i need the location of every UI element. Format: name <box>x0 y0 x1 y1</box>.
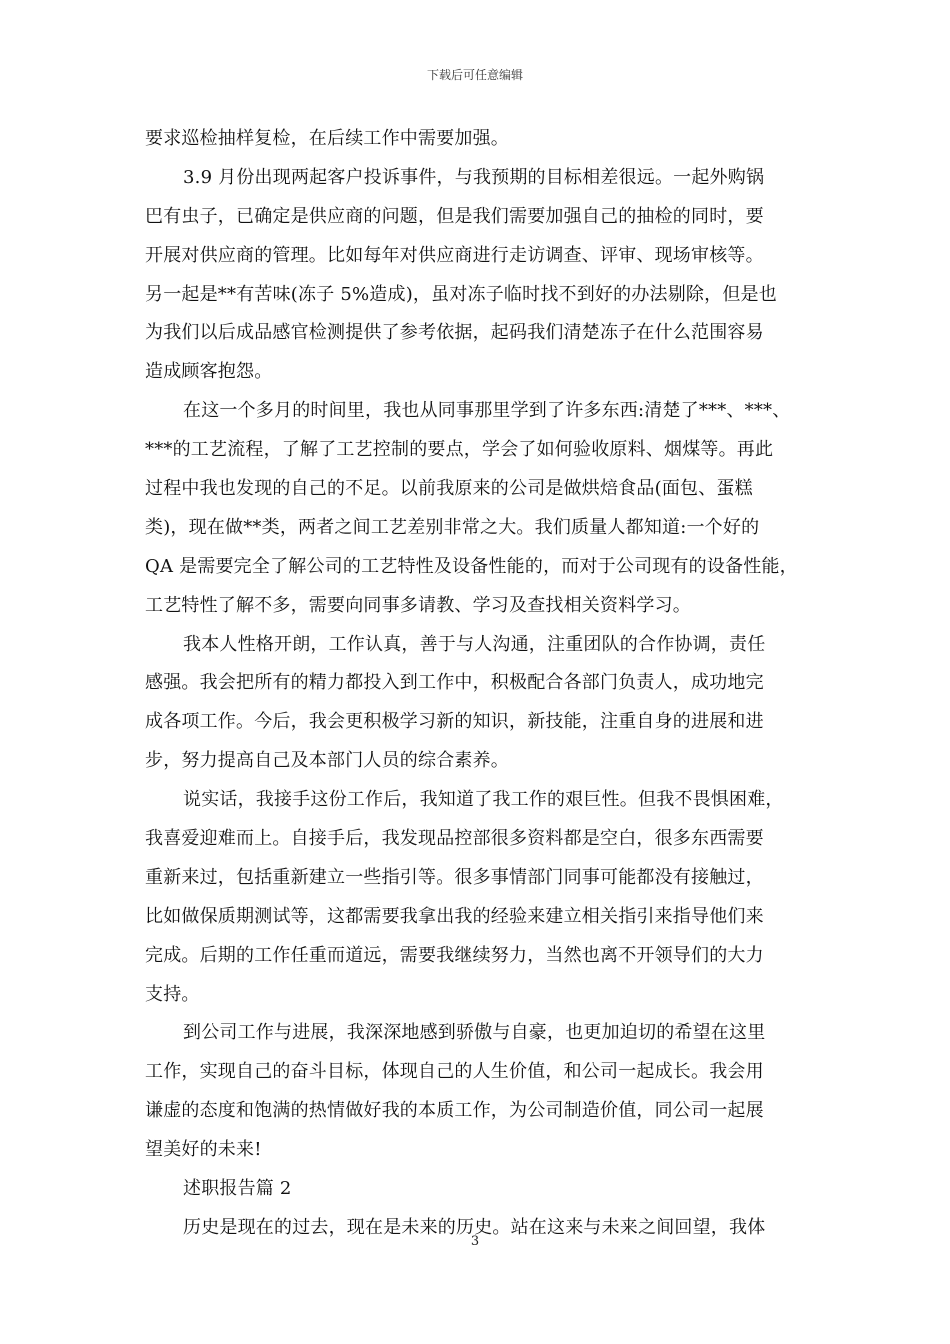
text-line: 完成。后期的工作任重而道远，需要我继续努力，当然也离不开领导们的大力 <box>145 944 764 966</box>
paragraph-start-line: 到公司工作与进展，我深深地感到骄傲与自豪，也更加迫切的希望在这里 <box>183 1022 766 1044</box>
text-line: 要求巡检抽样复检，在后续工作中需要加强。 <box>145 128 509 149</box>
text-line: 谦虚的态度和饱满的热情做好我的本质工作，为公司制造价值，同公司一起展 <box>145 1100 764 1122</box>
paragraph-start-line: 在这一个多月的时间里，我也从同事那里学到了许多东西:清楚了***、***、 <box>183 400 791 422</box>
text-line: ***的工艺流程，了解了工艺控制的要点，学会了如何验收原料、烟煤等。再此 <box>145 439 774 461</box>
text-line: 步，努力提高自己及本部门人员的综合素养。 <box>145 750 509 772</box>
text-line: 过程中我也发现的自己的不足。以前我原来的公司是做烘焙食品(面包、蛋糕 <box>145 478 753 500</box>
text-line: 另一起是**有苦味(冻子 5%造成)，虽对冻子临时找不到好的办法剔除，但是也 <box>145 283 777 305</box>
text-line: 为我们以后成品感官检测提供了参考依据，起码我们清楚冻子在什么范围容易 <box>145 322 764 344</box>
text-line: 成各项工作。今后，我会更积极学习新的知识，新技能，注重自身的进展和进 <box>145 711 764 733</box>
paragraph-start-line: 3.9 月份出现两起客户投诉事件，与我预期的目标相差很远。一起外购锅 <box>183 166 765 188</box>
text-line: 造成顾客抱怨。 <box>145 361 273 383</box>
paragraph-start-line: 说实话，我接手这份工作后，我知道了我工作的艰巨性。但我不畏惧困难， <box>183 789 784 811</box>
text-line: 支持。 <box>145 983 200 1005</box>
text-line: QA 是需要完全了解公司的工艺特性及设备性能的，而对于公司现有的设备性能， <box>145 555 798 577</box>
paragraph-start-line: 我本人性格开朗，工作认真，善于与人沟通，注重团队的合作协调，责任 <box>183 633 766 655</box>
page-header: 下载后可任意编辑 <box>426 68 523 82</box>
text-line: 工作，实现自己的奋斗目标，体现自己的人生价值，和公司一起成长。我会用 <box>145 1061 764 1083</box>
page-number: 3 <box>470 1234 480 1249</box>
paragraph-start-line: 历史是现在的过去，现在是未来的历史。站在这来与未来之间回望，我体 <box>183 1216 766 1238</box>
text-line: 感强。我会把所有的精力都投入到工作中，积极配合各部门负责人，成功地完 <box>145 672 764 694</box>
text-line: 类)，现在做**类，两者之间工艺差别非常之大。我们质量人都知道:一个好的 <box>145 516 760 538</box>
text-line: 工艺特性了解不多，需要向同事多请教、学习及查找相关资料学习。 <box>145 594 691 616</box>
text-line: 开展对供应商的管理。比如每年对供应商进行走访调查、评审、现场审核等。 <box>145 244 764 266</box>
text-line: 重新来过，包括重新建立一些指引等。很多事情部门同事可能都没有接触过， <box>145 866 764 888</box>
text-line: 巴有虫子，已确定是供应商的问题，但是我们需要加强自己的抽检的同时，要 <box>145 205 764 227</box>
text-line: 我喜爱迎难而上。自接手后，我发现品控部很多资料都是空白，很多东西需要 <box>145 828 764 850</box>
text-line: 比如做保质期测试等，这都需要我拿出我的经验来建立相关指引来指导他们来 <box>145 905 764 927</box>
text-line: 望美好的未来! <box>145 1139 262 1161</box>
section-heading: 述职报告篇 2 <box>183 1178 292 1200</box>
document-body <box>145 120 813 1248</box>
